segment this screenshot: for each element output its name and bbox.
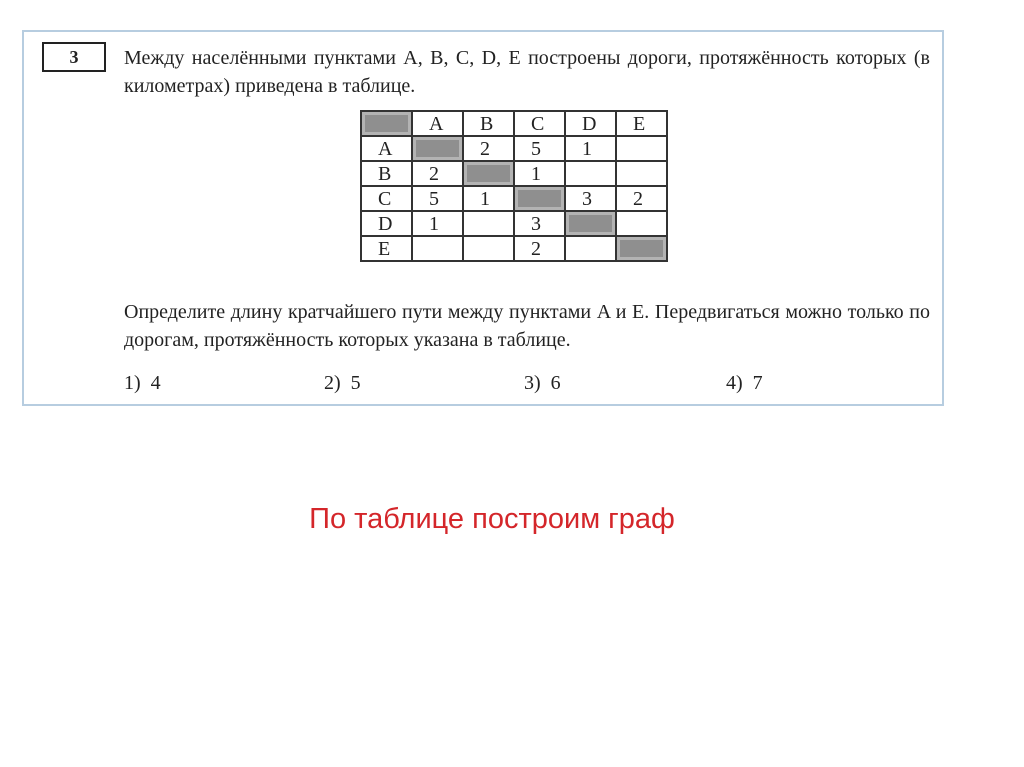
table-cell (463, 236, 514, 261)
answer-options (124, 372, 844, 402)
answer-option-4 (726, 372, 763, 395)
row-header: B (361, 161, 412, 186)
answer-number: 3) (524, 372, 541, 394)
answer-number: 1) (124, 372, 141, 394)
table-cell: 1 (565, 136, 616, 161)
table-cell: 5 (514, 136, 565, 161)
answer-number: 2) (324, 372, 341, 394)
answer-value: 7 (752, 372, 763, 394)
answer-option-2 (324, 372, 361, 395)
table-cell: 2 (616, 186, 667, 211)
table-cell (565, 161, 616, 186)
column-header: C (514, 111, 565, 136)
column-header: E (616, 111, 667, 136)
table-cell (616, 161, 667, 186)
table-cell: 2 (514, 236, 565, 261)
table-cell: 2 (463, 136, 514, 161)
answer-value: 5 (350, 372, 361, 394)
table-cell (616, 136, 667, 161)
table-cell: 5 (412, 186, 463, 211)
table-cell: 3 (514, 211, 565, 236)
task-frame (22, 30, 944, 406)
row-header: E (361, 236, 412, 261)
table-cell (463, 211, 514, 236)
table-row (361, 136, 667, 161)
table-row (361, 161, 667, 186)
table-row (361, 211, 667, 236)
task-intro: Между населёнными пунктами A, B, C, D, E построены дороги, протяжённость которых (в километрах) приведена в таблице. (124, 47, 930, 97)
table-cell: 1 (514, 161, 565, 186)
row-header: C (361, 186, 412, 211)
table-cell: 3 (565, 186, 616, 211)
table-header-row (361, 111, 667, 136)
table-cell: 1 (412, 211, 463, 236)
table-cell (616, 211, 667, 236)
table-cell: 1 (463, 186, 514, 211)
corner-cell (361, 111, 412, 136)
answer-value: 6 (550, 372, 561, 394)
row-header: A (361, 136, 412, 161)
diagonal-cell (412, 136, 463, 161)
diagonal-cell (463, 161, 514, 186)
distance-table (360, 110, 668, 262)
diagonal-cell (514, 186, 565, 211)
answer-option-1 (124, 372, 161, 395)
answer-number: 4) (726, 372, 743, 394)
table-row (361, 186, 667, 211)
column-header: A (412, 111, 463, 136)
slide-caption: По таблице построим граф (309, 503, 675, 535)
task-number: 3 (42, 42, 106, 72)
column-header: D (565, 111, 616, 136)
task-question: Определите длину кратчайшего пути между пунктами A и E. Передвигаться можно только по дорогам, протяжённость которых указана в таблице. (124, 301, 930, 351)
table-cell (412, 236, 463, 261)
table-row (361, 236, 667, 261)
table-cell: 2 (412, 161, 463, 186)
row-header: D (361, 211, 412, 236)
diagonal-cell (616, 236, 667, 261)
answer-option-3 (524, 372, 561, 395)
diagonal-cell (565, 211, 616, 236)
table-cell (565, 236, 616, 261)
column-header: B (463, 111, 514, 136)
answer-value: 4 (150, 372, 161, 394)
